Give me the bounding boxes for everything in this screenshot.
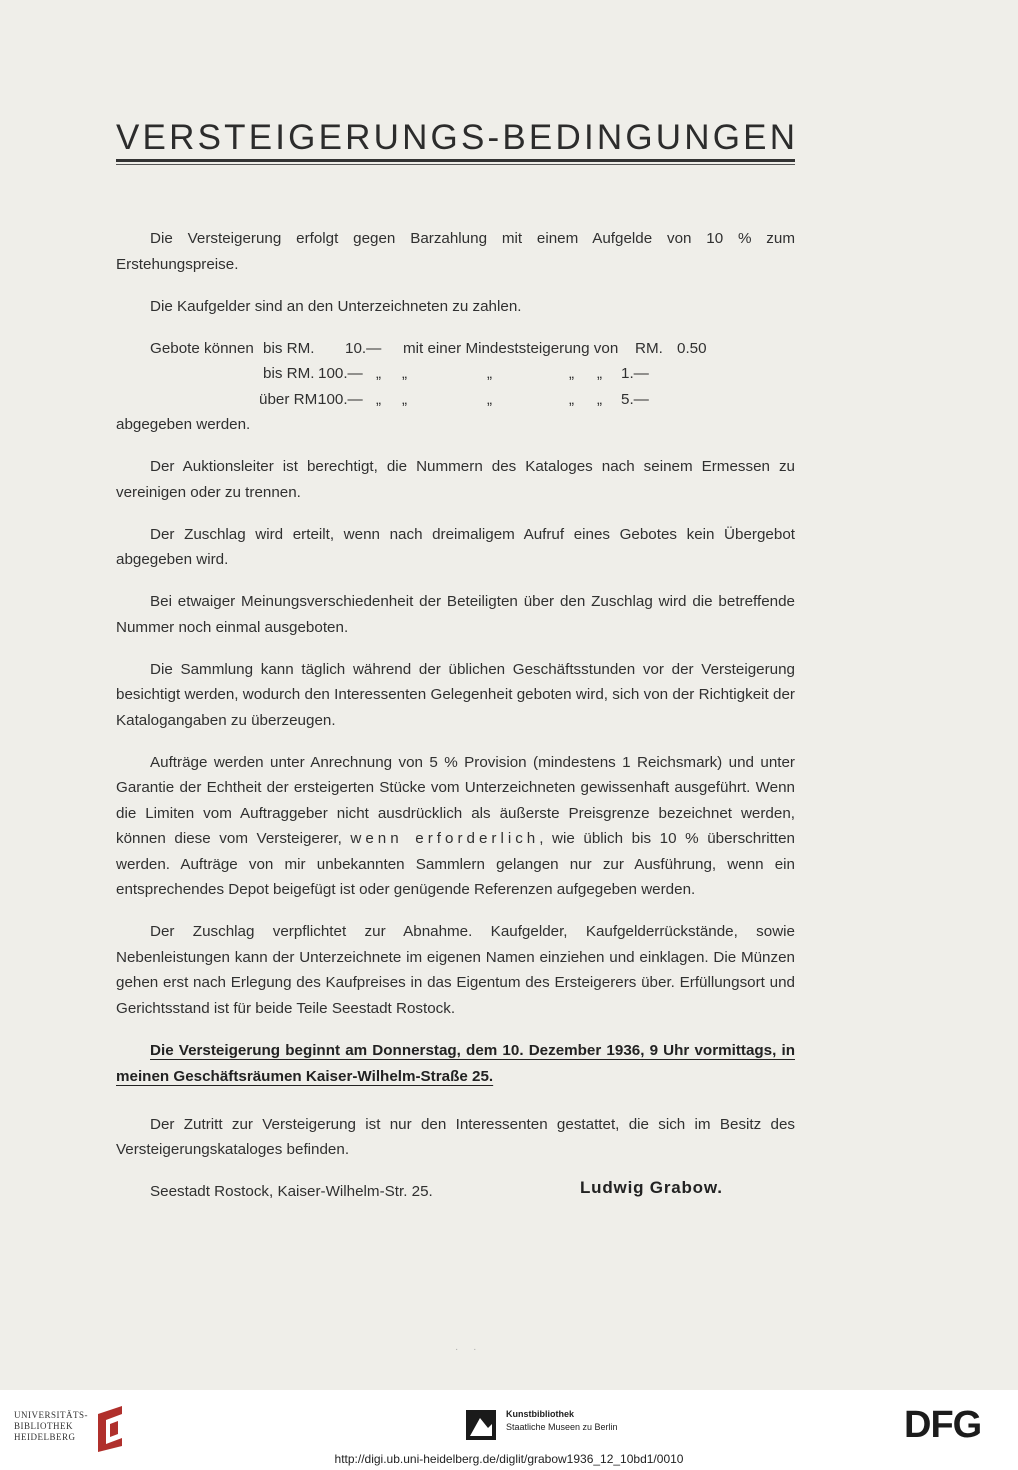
paragraph-auktionsleiter: Der Auktionsleiter ist berechtigt, die Nummern des Kataloges nach seinem Ermessen zu vereinigen oder zu trennen.: [116, 458, 795, 501]
bid-increment: 1.—: [621, 365, 649, 382]
bid-row: [116, 336, 795, 362]
bid-limit: bis RM.: [263, 365, 315, 382]
bid-row: [116, 361, 795, 387]
paragraph-auftraege: Aufträge werden unter Anrechnung von 5 % Provision (mindestens 1 Reichsmark) und unter Garantie der Echtheit der ersteigerten Stücke vom Unterzeichneten gewissenhaft ausgeführt. Wenn die Limiten vom Auftraggeber nicht ausdrücklich als äußerste Preisgrenze bezeichnet werden, können diese vom Versteigerer, wenn erforderlich, wie üblich bis 10 % überschritten werden. Aufträge von mir unbekannten Sammlern gelangen nur zur Ausführung, wenn ein entsprechendes Depot beigefügt ist oder genügende Referenzen aufgegeben werden.: [116, 753, 795, 898]
spaced-emphasis: wenn erforderlich: [350, 830, 540, 847]
bid-amount: 100.—: [318, 365, 363, 382]
ditto-mark: „: [376, 365, 382, 382]
ditto-mark: „: [487, 390, 493, 408]
page-title: VERSTEIGERUNGS-BEDINGUNGEN: [116, 118, 799, 157]
kunstbibliothek-logo-icon[interactable]: [466, 1410, 496, 1440]
bid-amount: 100.—: [318, 390, 363, 408]
ditto-mark: „: [402, 365, 408, 382]
kunstbibliothek-label: Kunstbibliothek Staatliche Museen zu Berlin: [506, 1409, 618, 1432]
permalink-url[interactable]: http://digi.ub.uni-heidelberg.de/diglit/grabow1936_12_10bd1/0010: [334, 1452, 684, 1466]
bid-increment: 0.50: [677, 339, 707, 357]
signature: Ludwig Grabow.: [580, 1178, 723, 1197]
bid-row: [116, 387, 795, 413]
bid-amount: 10.—: [345, 339, 382, 357]
bid-increments-table: [116, 336, 795, 438]
dfg-logo[interactable]: DFG: [904, 1404, 982, 1446]
title-rule-thin: [116, 164, 795, 165]
bid-text: mit einer Mindeststeigerung von: [403, 339, 619, 357]
ditto-mark: „: [402, 390, 408, 408]
auction-date-notice: Die Versteigerung beginnt am Donnerstag, dem 10. Dezember 1936, 9 Uhr vormittags, in meinen Geschäftsräumen Kaiser-Wilhelm-Straße 25.: [116, 1041, 795, 1085]
bid-limit: über RM.: [259, 390, 322, 408]
bid-increment: 5.—: [621, 390, 649, 408]
ditto-mark: „: [569, 365, 575, 382]
bid-suffix: abgegeben werden.: [116, 416, 251, 433]
ub-heidelberg-label: UNIVERSITÄTS- BIBLIOTHEK HEIDELBERG: [14, 1410, 88, 1442]
bid-prefix: Gebote können: [150, 339, 254, 357]
bid-currency: RM.: [635, 339, 663, 357]
footer-bar: [0, 1390, 1018, 1470]
conditions-body: [116, 226, 795, 1221]
ditto-mark: „: [569, 390, 575, 408]
bid-limit: bis RM.: [263, 339, 315, 357]
paragraph-kaufgelder: Die Kaufgelder sind an den Unterzeichneten zu zahlen.: [150, 297, 522, 315]
paragraph-besichtigung: Die Sammlung kann täglich während der üblichen Geschäftsstunden vor der Versteigerung besichtigt werden, wodurch den Interessenten Gelegenheit geboten wird, sich von der Richtigkeit der Katalogangaben zu überzeugen.: [116, 660, 795, 729]
paragraph-meinungsverschiedenheit: Bei etwaiger Meinungsverschiedenheit der Beteiligten über den Zuschlag wird die betreffende Nummer noch einmal ausgeboten.: [116, 593, 795, 636]
ub-heidelberg-logo-icon[interactable]: [92, 1404, 126, 1452]
ditto-mark: „: [597, 365, 603, 382]
paragraph-zuschlag: Der Zuschlag wird erteilt, wenn nach dreimaligem Aufruf eines Gebotes kein Übergebot abgegeben wird.: [116, 525, 795, 568]
scan-speck: · ·: [455, 1344, 483, 1355]
paragraph-payment: Die Versteigerung erfolgt gegen Barzahlung mit einem Aufgelde von 10 % zum Erstehungspreise.: [116, 230, 795, 273]
ditto-mark: „: [597, 390, 603, 408]
place-line: Seestadt Rostock, Kaiser-Wilhelm-Str. 25.: [150, 1183, 433, 1200]
title-rule-thick: [116, 159, 795, 162]
paragraph-abnahme: Der Zuschlag verpflichtet zur Abnahme. Kaufgelder, Kaufgelderrückstände, sowie Nebenleistungen kann der Unterzeichnete im eigenen Namen einziehen und einklagen. Die Münzen gehen erst nach Erlegung des Kaufpreises in das Eigentum des Ersteigerers über. Erfüllungsort und Gerichtsstand ist für beide Teile Seestadt Rostock.: [116, 923, 795, 1017]
ditto-mark: „: [487, 365, 493, 382]
paragraph-zutritt: Der Zutritt zur Versteigerung ist nur den Interessenten gestattet, die sich im Besitz des Versteigerungskataloges befinden.: [116, 1115, 795, 1158]
ditto-mark: „: [376, 390, 382, 408]
